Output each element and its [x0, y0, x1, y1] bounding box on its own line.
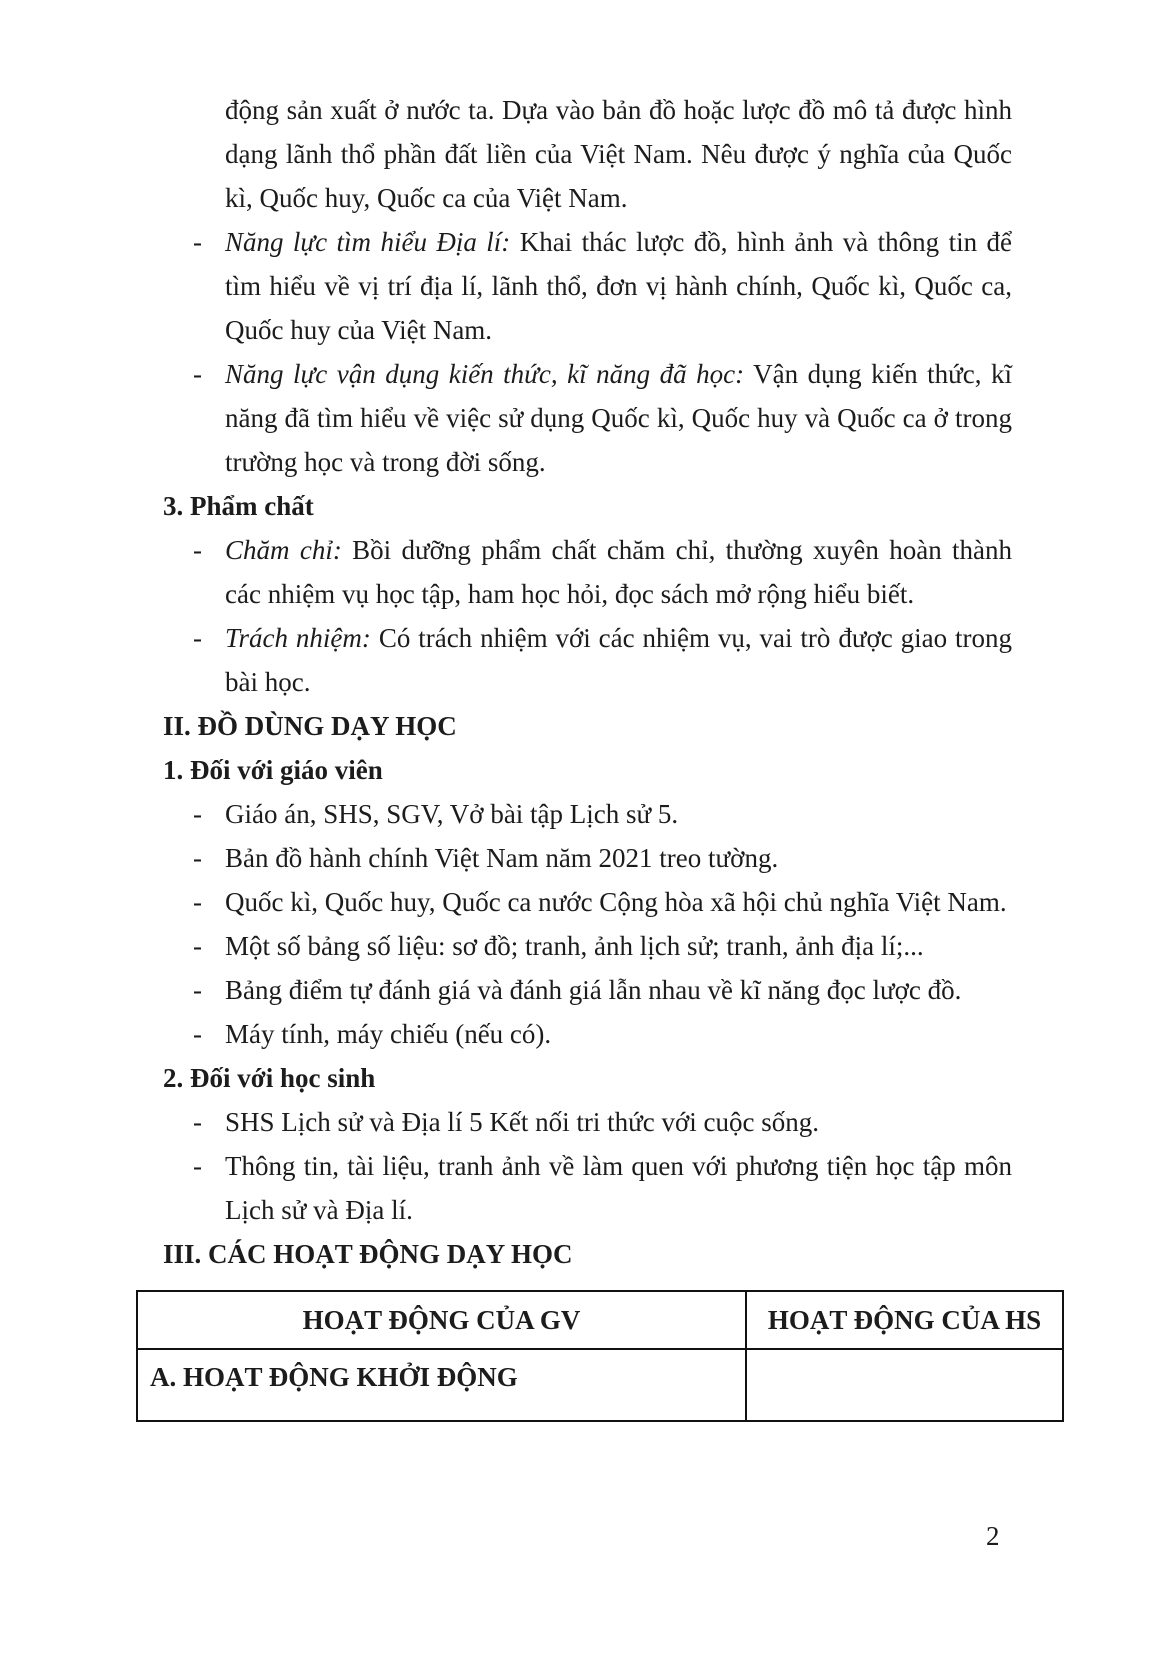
bullet-dash: -	[193, 1151, 202, 1181]
list-item-giao-an	[163, 792, 1012, 836]
bullet-dash: -	[193, 887, 202, 917]
item-text: Khai thác lược đồ, hình ảnh và thông tin để tìm hiểu về vị trí địa lí, lãnh thổ, đơn vị hành chính, Quốc kì, Quốc ca, Quốc huy của Việt Nam.	[225, 227, 1013, 345]
list-item-body	[225, 227, 1012, 345]
document-content	[150, 88, 1042, 1422]
bullet-dash: -	[193, 843, 202, 873]
bullet-dash: -	[193, 359, 202, 389]
bullet-dash: -	[193, 799, 202, 829]
list-item-shs	[163, 1100, 1012, 1144]
item-text: Bảng điểm tự đánh giá và đánh giá lẫn nhau về kĩ năng đọc lược đồ.	[225, 975, 962, 1005]
item-text: Giáo án, SHS, SGV, Vở bài tập Lịch sử 5.	[225, 799, 679, 829]
list-item-bang-so-lieu	[163, 924, 1012, 968]
list-item-body	[225, 359, 1012, 477]
item-text: Có trách nhiệm với các nhiệm vụ, vai trò được giao trong bài học.	[225, 623, 1013, 697]
table-header-row	[137, 1291, 1063, 1349]
bullet-dash: -	[193, 931, 202, 961]
item-label-italic: Trách nhiệm:	[225, 623, 371, 653]
bullet-dash: -	[193, 1019, 202, 1049]
list-item-trach-nhiem	[163, 616, 1012, 704]
table-cell-empty	[746, 1349, 1063, 1421]
list-item-cham-chi	[163, 528, 1012, 616]
bullet-dash: -	[193, 1107, 202, 1137]
heading-cac-hoat-dong-day-hoc: III. CÁC HOẠT ĐỘNG DẠY HỌC	[163, 1239, 573, 1269]
heading-pham-chat: 3. Phẩm chất	[163, 491, 314, 521]
list-item-quoc-ki	[163, 880, 1012, 924]
item-text: SHS Lịch sử và Địa lí 5 Kết nối tri thức với cuộc sống.	[225, 1107, 819, 1137]
item-label-italic: Năng lực tìm hiểu Địa lí:	[225, 227, 511, 257]
heading-do-dung-day-hoc: II. ĐỒ DÙNG DẠY HỌC	[163, 711, 457, 741]
table-cell-khoi-dong: A. HOẠT ĐỘNG KHỞI ĐỘNG	[137, 1349, 746, 1421]
list-item-thong-tin	[163, 1144, 1012, 1232]
paragraph-continuation: động sản xuất ở nước ta. Dựa vào bản đồ hoặc lược đồ mô tả được hình dạng lãnh thổ phần đất liền của Việt Nam. Nêu được ý nghĩa của Quốc kì, Quốc huy, Quốc ca của Việt Nam.	[225, 95, 1012, 213]
table-row-khoi-dong	[137, 1349, 1063, 1421]
item-label-italic: Năng lực vận dụng kiến thức, kĩ năng đã học:	[225, 359, 745, 389]
item-text: Quốc kì, Quốc huy, Quốc ca nước Cộng hòa xã hội chủ nghĩa Việt Nam.	[225, 887, 1007, 917]
heading-doi-voi-hoc-sinh: 2. Đối với học sinh	[163, 1063, 376, 1093]
list-item-bang-diem	[163, 968, 1012, 1012]
heading-doi-voi-giao-vien: 1. Đối với giáo viên	[163, 755, 383, 785]
list-item-nang-luc-van-dung	[163, 352, 1012, 484]
list-item-nang-luc-tim-hieu	[163, 220, 1012, 352]
item-label-italic: Chăm chỉ:	[225, 535, 342, 565]
item-text: Bồi dưỡng phẩm chất chăm chỉ, thường xuyên hoàn thành các nhiệm vụ học tập, ham học hỏi, đọc sách mở rộng hiểu biết.	[225, 535, 1013, 609]
activities-table	[136, 1290, 1064, 1422]
list-item-may-tinh	[163, 1012, 1012, 1056]
item-text: Một số bảng số liệu: sơ đồ; tranh, ảnh lịch sử; tranh, ảnh địa lí;...	[225, 931, 924, 961]
table-header-gv: HOẠT ĐỘNG CỦA GV	[137, 1291, 746, 1349]
list-item-body	[225, 535, 1012, 609]
bullet-dash: -	[193, 535, 202, 565]
page-number: 2	[986, 1521, 1000, 1551]
list-item-ban-do	[163, 836, 1012, 880]
item-text: Máy tính, máy chiếu (nếu có).	[225, 1019, 552, 1049]
item-text: Vận dụng kiến thức, kĩ năng đã tìm hiểu về việc sử dụng Quốc kì, Quốc huy và Quốc ca ở trong trường học và trong đời sống.	[225, 359, 1012, 477]
bullet-dash: -	[193, 975, 202, 1005]
bullet-dash: -	[193, 227, 202, 257]
item-text: Thông tin, tài liệu, tranh ảnh về làm quen với phương tiện học tập môn Lịch sử và Địa lí.	[225, 1151, 1012, 1225]
bullet-dash: -	[193, 623, 202, 653]
list-item-body	[225, 623, 1012, 697]
item-text: Bản đồ hành chính Việt Nam năm 2021 treo tường.	[225, 843, 779, 873]
table-header-hs: HOẠT ĐỘNG CỦA HS	[746, 1291, 1063, 1349]
